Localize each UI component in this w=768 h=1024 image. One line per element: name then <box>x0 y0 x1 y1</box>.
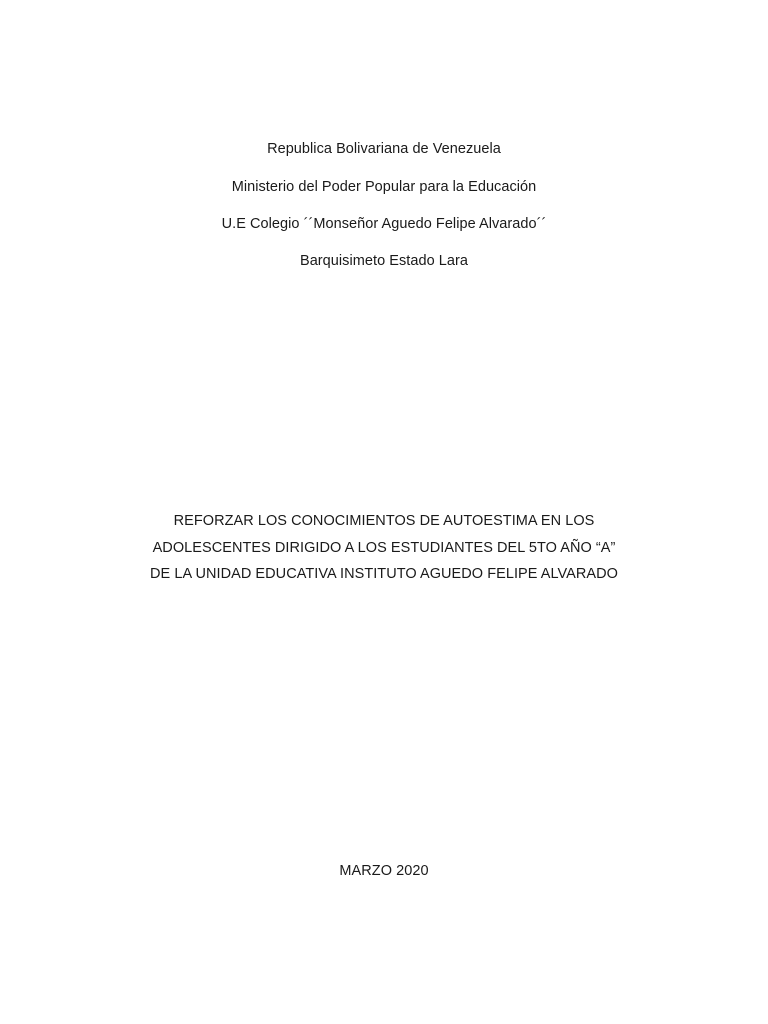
title-line-1: REFORZAR LOS CONOCIMIENTOS DE AUTOESTIMA EN LOS <box>173 513 595 529</box>
title-line-3: DE LA UNIDAD EDUCATIVA INSTITUTO AGUEDO FELIPE ALVARADO <box>150 566 618 582</box>
header-school: U.E Colegio ´´Monseñor Aguedo Felipe Alvarado´´ <box>221 216 547 232</box>
header-ministry: Ministerio del Poder Popular para la Educación <box>231 179 537 195</box>
title-line-2: ADOLESCENTES DIRIGIDO A LOS ESTUDIANTES DEL 5TO AÑO “A” <box>152 540 616 556</box>
header-city: Barquisimeto Estado Lara <box>299 253 469 269</box>
header-republic: Republica Bolivariana de Venezuela <box>267 141 501 157</box>
document-date: MARZO 2020 <box>339 863 429 879</box>
